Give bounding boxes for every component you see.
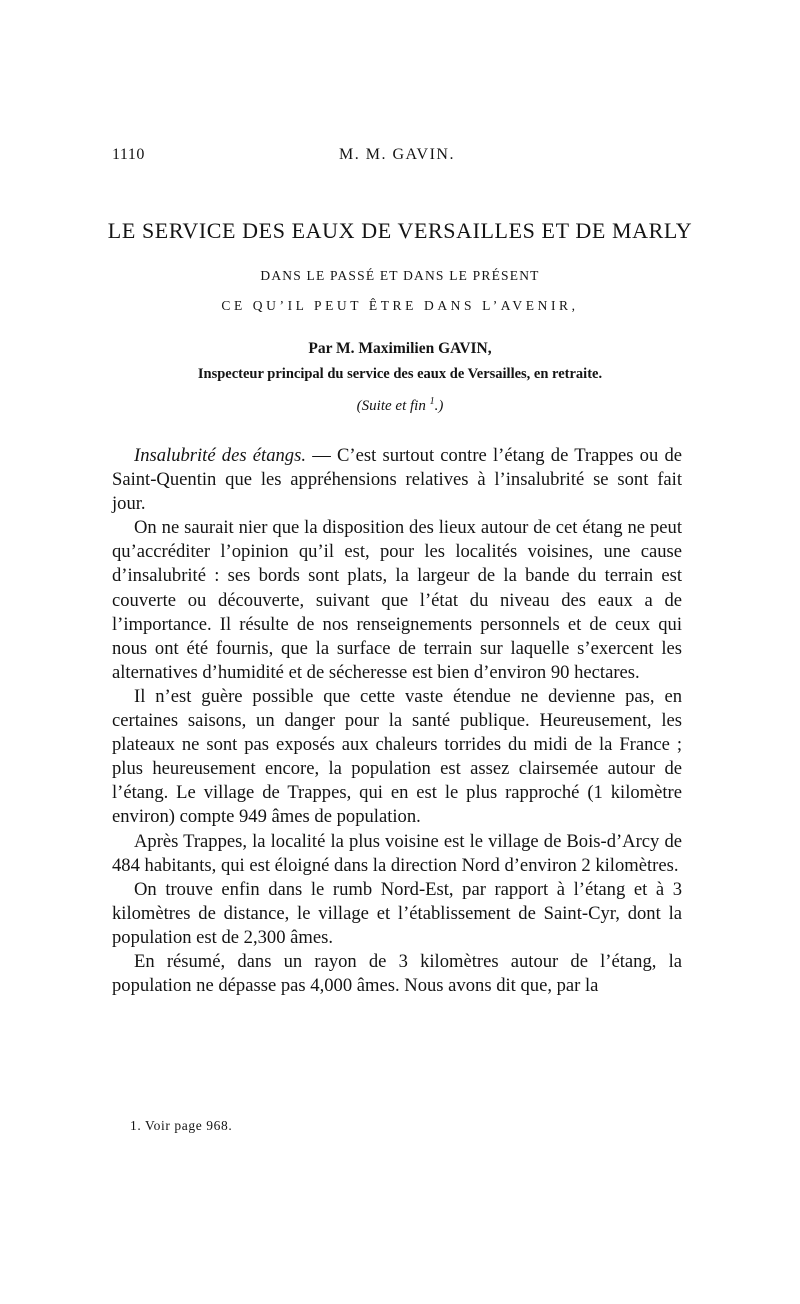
paragraph (112, 444, 682, 516)
paragraph: Il n’est guère possible que cette vaste étendue ne devienne pas, en certaines saisons, un danger pour la santé publique. Heureusement, les plateaux ne sont pas exposés aux chaleurs torrides du midi de la France ; plus heureusement encore, la population est assez clairsemée autour de l’étang. Le village de Trappes, qui en est le plus rapproché (1 kilomètre environ) compte 949 âmes de population. (112, 685, 682, 828)
article-subtitle-line-1: DANS LE PASSÉ ET DANS LE PRÉSENT (260, 268, 540, 283)
running-title: M. M. GAVIN. (339, 146, 455, 163)
paragraph-text: — C’est surtout contre l’étang de Trappes ou de Saint-Quentin que les appréhensions relatives à l’insalubrité se sont fait jour. (112, 445, 682, 515)
body-text (112, 444, 682, 998)
continuation-note (100, 398, 700, 415)
page-number: 1110 (112, 146, 145, 163)
paragraph: Après Trappes, la localité la plus voisine est le village de Bois-d’Arcy de 484 habitants, qui est éloigné dans la direction Nord d’environ 2 kilomètres. (112, 830, 682, 876)
footnote: 1. Voir page 968. (130, 1118, 233, 1133)
continuation-note-close: .) (434, 398, 444, 414)
paragraph: En résumé, dans un rayon de 3 kilomètres autour de l’étang, la population ne dépasse pas 4,000 âmes. Nous avons dit que, par la (112, 950, 682, 997)
continuation-note-text: (Suite et fin (356, 398, 426, 414)
article-author: Par M. Maximilien GAVIN, (308, 340, 492, 357)
section-heading: Insalubrité des étangs. (134, 445, 306, 466)
paragraph: On ne saurait nier que la disposition des lieux autour de cet étang ne peut qu’accréditer l’opinion qu’il est, pour les localités voisines, une cause d’insalubrité : ses bords sont plats, la largeur de la bande du terrain est couverte ou découverte, suivant que l’état du niveau des eaux a de l’importance. Il résulte de nos renseignements personnels et de ceux qui nous ont été fournis, que la surface de terrain sur laquelle s’exercent les alternatives d’humidité et de sécheresse est bien d’environ 90 hectares. (112, 517, 682, 683)
article-subtitle-line-2: CE QU’IL PEUT ÊTRE DANS L’AVENIR, (221, 298, 579, 313)
article-title: LE SERVICE DES EAUX DE VERSAILLES ET DE MARLY (107, 218, 693, 243)
footnote-reference: 1 (429, 396, 435, 407)
paragraph: On trouve enfin dans le rumb Nord-Est, par rapport à l’étang et à 3 kilomètres de distance, le village et l’établissement de Saint-Cyr, dont la population est de 2,300 âmes. (112, 878, 682, 948)
running-header (112, 146, 682, 168)
author-affiliation: Inspecteur principal du service des eaux de Versailles, en retraite. (197, 366, 603, 382)
